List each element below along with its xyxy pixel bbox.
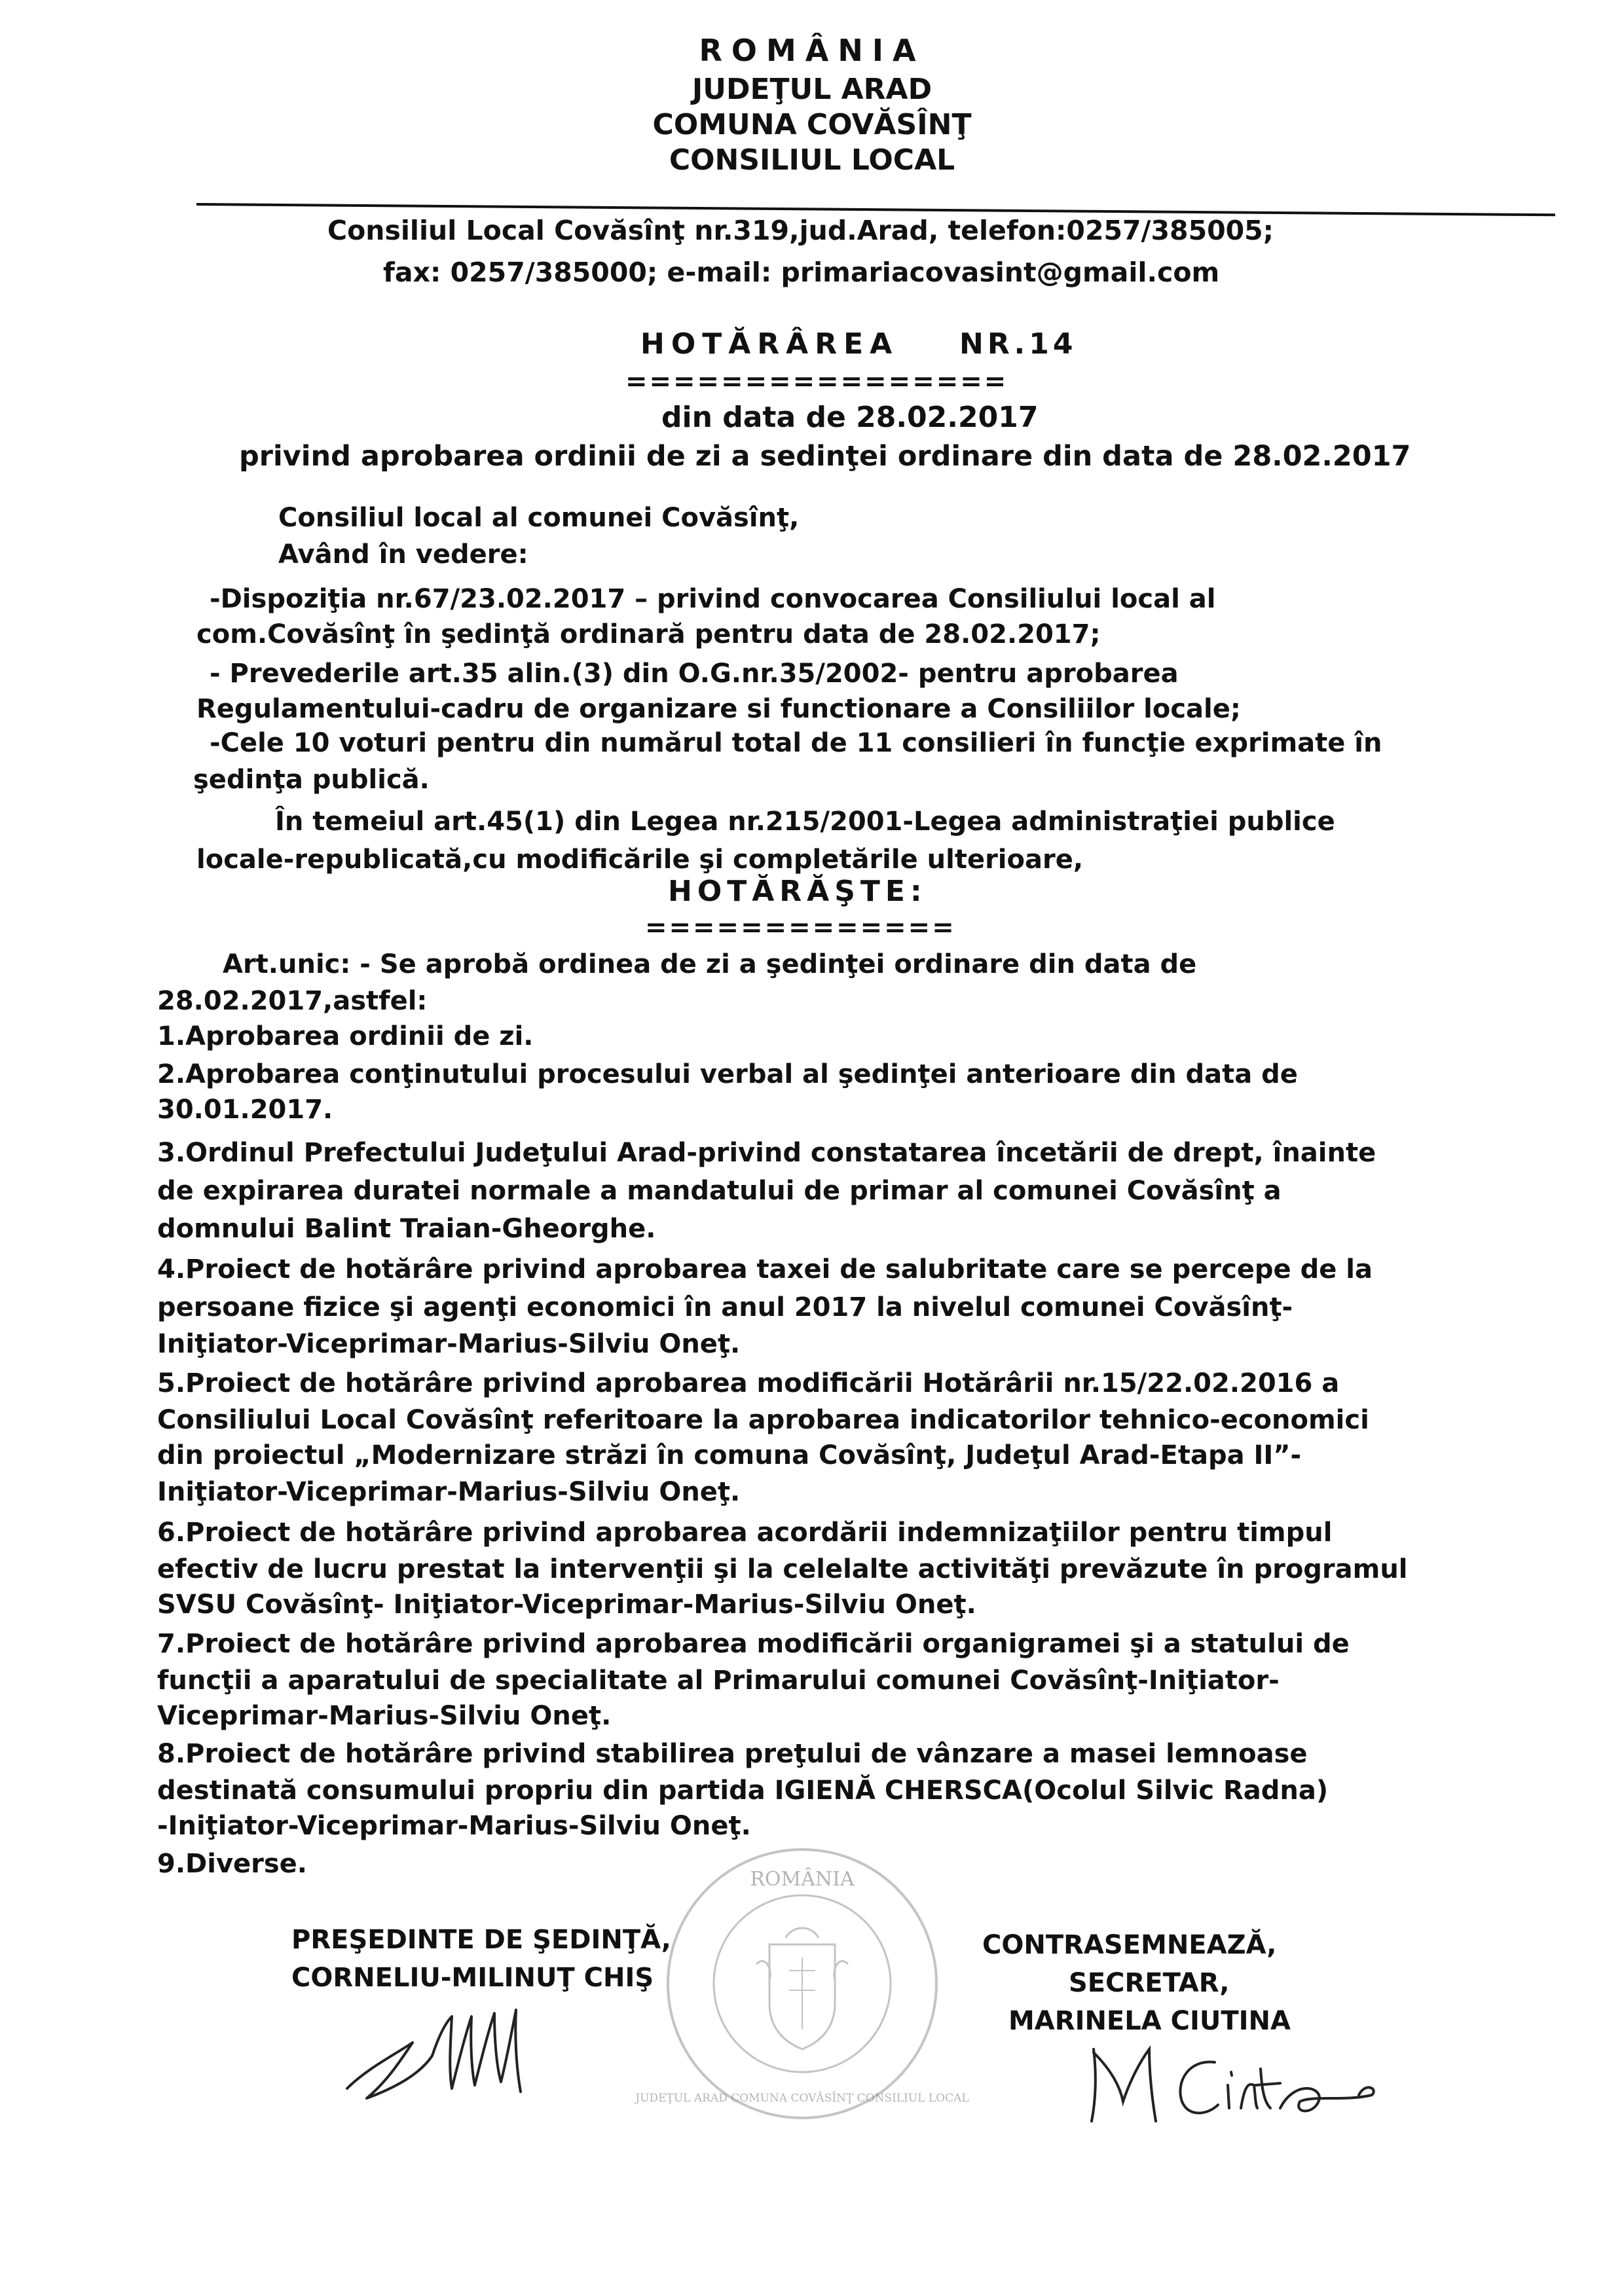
- decides-heading: HOTĂRĂŞTE:: [668, 875, 927, 908]
- header-council: CONSILIUL LOCAL: [669, 143, 955, 177]
- title-underline: ================: [625, 367, 1008, 397]
- preamble-line: - Prevederile art.35 alin.(3) din O.G.nr.35/2002- pentru aprobarea: [210, 659, 1179, 689]
- agenda-item-7: 7.Proiect de hotărâre privind aprobarea modificării organigramei şi a statului de: [157, 1629, 1350, 1659]
- agenda-item-6: 6.Proiect de hotărâre privind aprobarea acordării indemnizaţiilor pentru timpul: [157, 1518, 1333, 1548]
- left-signatory-name: CORNELIU-MILINUŢ CHIŞ: [291, 1963, 654, 1993]
- agenda-item-5-cont: Consiliului Local Covăsînţ referitoare la aprobarea indicatorilor tehnico-economici: [157, 1405, 1369, 1435]
- left-signatory-role: PREŞEDINTE DE ŞEDINŢĂ,: [291, 1925, 671, 1955]
- decision-subject: privind aprobarea ordinii de zi a sedinţei ordinare din data de 28.02.2017: [239, 440, 1411, 473]
- preamble-line: În temeiul art.45(1) din Legea nr.215/2001-Legea administraţiei publice: [275, 807, 1335, 837]
- agenda-item-9: 9.Diverse.: [157, 1849, 308, 1879]
- decides-underline: =============: [645, 913, 956, 943]
- header-commune: COMUNA COVĂSÎNŢ: [652, 108, 972, 141]
- agenda-item-3-cont: de expirarea duratei normale a mandatului de primar al comunei Covăsînţ a: [157, 1176, 1282, 1206]
- agenda-item-5-cont: Iniţiator-Viceprimar-Marius-Silviu Oneţ.: [157, 1477, 741, 1507]
- agenda-item-4: 4.Proiect de hotărâre privind aprobarea taxei de salubritate care se percepe de la: [157, 1254, 1373, 1285]
- agenda-item-8-cont: destinată consumului propriu din partida IGIENĂ CHERSCA(Ocolul Silvic Radna): [157, 1776, 1329, 1806]
- agenda-item-5: 5.Proiect de hotărâre privind aprobarea modificării Hotărârii nr.15/22.02.2016 a: [157, 1368, 1340, 1398]
- preamble-considering: Având în vedere:: [278, 539, 528, 570]
- official-stamp: [635, 1840, 969, 2128]
- article-line: Art.unic: - Se aprobă ordinea de zi a şedinţei ordinare din data de: [223, 949, 1197, 979]
- decision-date: din data de 28.02.2017: [661, 401, 1039, 434]
- agenda-item-6-cont: SVSU Covăsînţ- Iniţiator-Viceprimar-Marius-Silviu Oneţ.: [157, 1590, 976, 1620]
- agenda-item-7-cont: funcţii a aparatului de specialitate al Primarului comunei Covăsînţ-Iniţiator-: [157, 1666, 1280, 1696]
- preamble-line: com.Covăsînţ în şedinţă ordinară pentru data de 28.02.2017;: [196, 619, 1101, 649]
- right-signatory-role: CONTRASEMNEAZĂ,: [982, 1930, 1277, 1960]
- agenda-item-2-cont: 30.01.2017.: [157, 1095, 333, 1125]
- agenda-item-4-cont: persoane fizice şi agenţi economici în anul 2017 la nivelul comunei Covăsînţ-: [157, 1292, 1293, 1322]
- preamble-line: locale-republicată,cu modificările şi completările ulterioare,: [196, 845, 1084, 875]
- agenda-item-6-cont: efectiv de lucru prestat la intervenţii şi la celelalte activităţi prevăzute în programul: [157, 1554, 1408, 1584]
- decision-number: NR.14: [959, 327, 1077, 361]
- agenda-item-5-cont: din proiectul „Modernizare străzi în comuna Covăsînţ, Judeţul Arad-Etapa II”-: [157, 1440, 1302, 1470]
- preamble-line: şedinţa publică.: [193, 765, 430, 795]
- agenda-item-2: 2.Aprobarea conţinutului procesului verbal al şedinţei anterioare din data de: [157, 1059, 1298, 1089]
- header-country: ROMÂNIA: [699, 33, 925, 68]
- agenda-item-7-cont: Viceprimar-Marius-Silviu Oneţ.: [157, 1701, 612, 1731]
- stamp-top-text: ROMÂNIA: [750, 1868, 855, 1891]
- agenda-item-3: 3.Ordinul Prefectului Judeţului Arad-privind constatarea încetării de drept, înainte: [157, 1138, 1376, 1168]
- article-line: 28.02.2017,astfel:: [157, 986, 428, 1016]
- preamble-line: -Dispoziţia nr.67/23.02.2017 – privind convocarea Consiliului local al: [210, 584, 1216, 614]
- preamble-line: -Cele 10 voturi pentru din numărul total de 11 consilieri în funcţie exprimate în: [210, 728, 1382, 758]
- president-signature: [341, 1977, 544, 2108]
- agenda-item-8-cont: -Iniţiator-Viceprimar-Marius-Silviu Oneţ.: [157, 1811, 751, 1841]
- decision-title-word: HOTĂRÂREA: [640, 327, 899, 361]
- agenda-item-1: 1.Aprobarea ordinii de zi.: [157, 1021, 534, 1051]
- preamble-line: Regulamentului-cadru de organizare si functionare a Consiliilor locale;: [196, 694, 1241, 724]
- right-signatory-title: SECRETAR,: [1069, 1968, 1230, 1998]
- stamp-ring-text: JUDEŢUL ARAD COMUNA COVĂSÎNŢ CONSILIUL LOCAL: [635, 2092, 969, 2105]
- agenda-item-4-cont: Iniţiator-Viceprimar-Marius-Silviu Oneţ.: [157, 1329, 741, 1359]
- header-county: JUDEŢUL ARAD: [692, 73, 932, 106]
- right-signatory-name: MARINELA CIUTINA: [1008, 2006, 1291, 2036]
- contact-line-1: Consiliul Local Covăsînţ nr.319,jud.Arad, telefon:0257/385005;: [327, 215, 1274, 246]
- agenda-item-8: 8.Proiect de hotărâre privind stabilirea preţului de vânzare a masei lemnoase: [157, 1739, 1308, 1769]
- agenda-item-3-cont: domnului Balint Traian-Gheorghe.: [157, 1214, 656, 1244]
- preamble-council: Consiliul local al comunei Covăsînţ,: [278, 503, 800, 533]
- contact-line-2: fax: 0257/385000; e-mail: primariacovasint@gmail.com: [383, 257, 1220, 288]
- secretary-signature: [1084, 2023, 1385, 2134]
